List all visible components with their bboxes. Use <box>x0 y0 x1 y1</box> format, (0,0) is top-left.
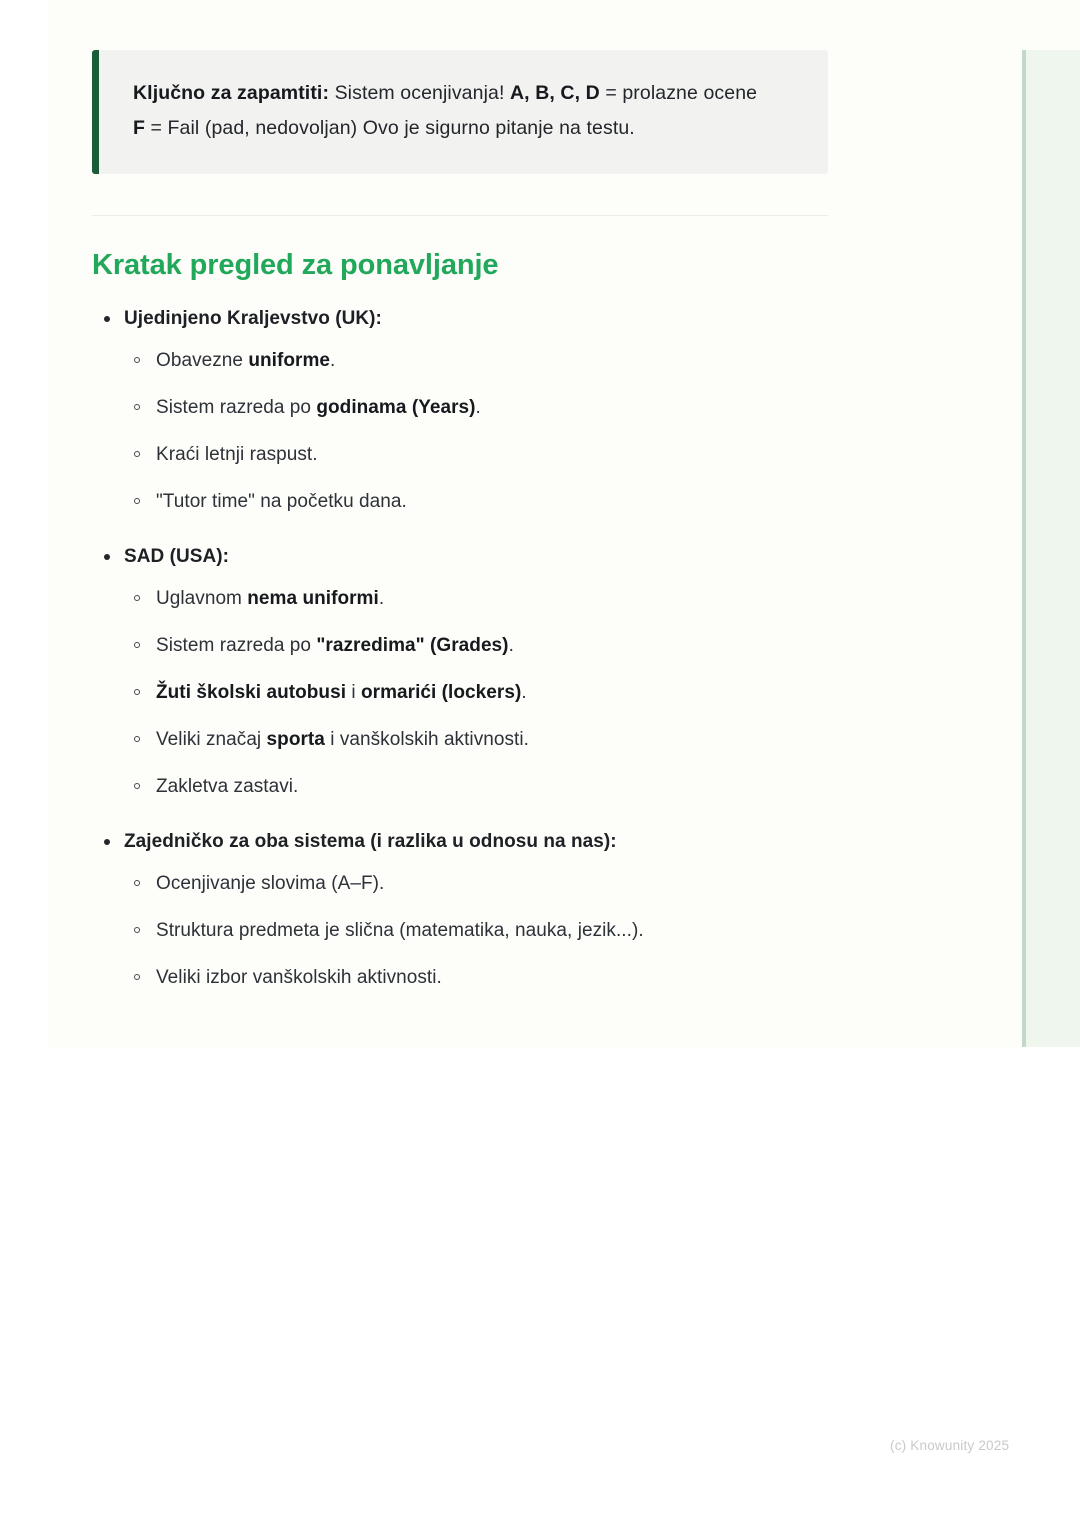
item-text: Zakletva zastavi. <box>156 776 299 797</box>
item-tail: . <box>521 682 527 703</box>
callout-text-a: Sistem ocenjivanja! <box>329 82 510 104</box>
group-label-shared: Zajedničko za oba sistema (i razlika u odnosu na nas): <box>124 831 617 852</box>
item-tail: . <box>378 588 385 609</box>
callout-lead-bold: Ključno za zapamtiti: <box>133 82 330 104</box>
item-bold: Žuti školski autobusi <box>156 682 347 703</box>
item-text: Sistem razreda po <box>156 397 317 418</box>
item-text: Sistem razreda po <box>156 635 317 656</box>
callout-text-c: = Fail (pad, nedovoljan) Ovo je sigurno pitanje na testu. <box>145 117 635 139</box>
item-text: "Tutor time" na početku dana. <box>156 491 407 512</box>
item-tail: . <box>330 350 336 371</box>
item-bold: uniforme <box>248 350 331 371</box>
sublist-uk <box>124 347 828 515</box>
key-takeaway-callout <box>92 50 828 174</box>
item-text: Veliki izbor vanškolskih aktivnosti. <box>156 967 442 988</box>
list-item <box>124 441 828 468</box>
list-item <box>124 347 828 374</box>
callout-fail-bold: F <box>133 117 146 139</box>
item-text: Obavezne <box>156 350 249 371</box>
copyright-footer: (c) Knowunity 2025 <box>890 1438 1010 1453</box>
item-bold: nema uniformi <box>247 588 379 609</box>
item-bold: sporta <box>266 729 325 750</box>
right-green-rail <box>1022 50 1080 1047</box>
list-item-group-uk <box>92 305 828 515</box>
callout-paragraph <box>133 76 798 146</box>
callout-grades-bold: A, B, C, D <box>509 82 600 104</box>
item-text: Struktura predmeta je slična (matematika, nauka, jezik...). <box>156 920 644 941</box>
list-item <box>124 726 828 753</box>
item-text: i <box>346 682 361 703</box>
list-item <box>124 679 828 706</box>
group-label-uk: Ujedinjeno Kraljevstvo (UK): <box>124 308 382 329</box>
item-tail: i vanškolskih aktivnosti. <box>324 729 529 750</box>
item-text: Ocenjivanje slovima (A–F). <box>156 873 385 894</box>
summary-list <box>92 305 828 991</box>
item-tail: . <box>475 397 481 418</box>
item-text: Veliki značaj <box>156 729 267 750</box>
list-item <box>124 964 828 991</box>
item-text: Uglavnom <box>156 588 248 609</box>
document-page <box>48 0 1080 1047</box>
list-item <box>124 585 828 612</box>
page-title: Kratak pregled za ponavljanje <box>92 249 499 281</box>
group-label-usa: SAD (USA): <box>124 546 229 567</box>
item-tail: . <box>508 635 514 656</box>
list-item <box>124 870 828 897</box>
list-item <box>124 773 828 800</box>
item-bold: "razredima" (Grades) <box>316 635 509 656</box>
section-divider <box>92 215 828 216</box>
item-bold-2: ormarići (lockers) <box>360 682 522 703</box>
sublist-shared <box>124 870 828 991</box>
list-item-group-shared <box>92 828 828 991</box>
list-item <box>124 632 828 659</box>
item-text: Kraći letnji raspust. <box>156 444 318 465</box>
content-column <box>92 0 828 1019</box>
callout-text-b: = prolazne ocene <box>599 82 758 104</box>
list-item-group-usa <box>92 543 828 800</box>
item-bold: godinama (Years) <box>316 397 476 418</box>
list-item <box>124 394 828 421</box>
list-item <box>124 488 828 515</box>
list-item <box>124 917 828 944</box>
sublist-usa <box>124 585 828 800</box>
